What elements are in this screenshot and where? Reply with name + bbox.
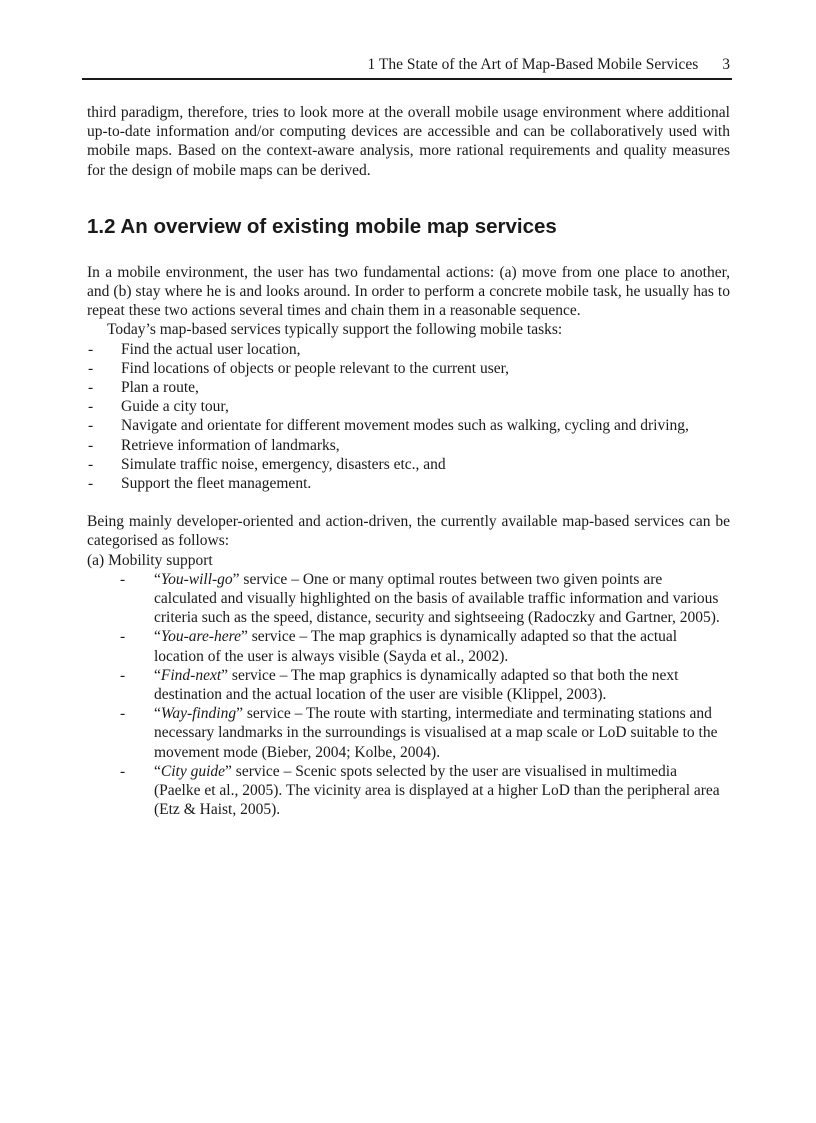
page-number: 3 [722, 56, 730, 73]
paragraph-gap [87, 493, 730, 512]
service-name: Find-next [160, 666, 222, 684]
list-item: - Guide a city tour, [88, 398, 229, 416]
list-dash: - [120, 762, 126, 780]
list-dash: - [88, 398, 94, 416]
list-dash: - [88, 475, 94, 493]
list-item: - Navigate and orientate for different movement modes such as walking, cycling and driving, [88, 417, 689, 435]
service-name: You-are-here [160, 628, 241, 646]
service-item: - “Find-next” service – The map graphics is dynamically adapted so that both the next destination and the actual location of the user are visible (Klippel, 2003). [120, 666, 679, 704]
list-item: - Simulate traffic noise, emergency, disasters etc., and [88, 455, 446, 473]
list-dash: - [88, 379, 94, 397]
list-dash: - [88, 340, 94, 358]
header-rule [82, 78, 732, 80]
list-item: - Plan a route, [88, 379, 199, 397]
list-dash: - [88, 359, 94, 377]
service-item: - “You-are-here” service – The map graphics is dynamically adapted so that the actual location of the user is always visible (Sayda et al., 2002). [120, 628, 678, 665]
service-item: - “City guide” service – Scenic spots selected by the user are visualised in multimedia (Paelke et al., 2005). The vicinity area is displayed at a higher LoD than the peripheral area (Etz & Haist, 2005). [120, 762, 720, 819]
tasks-list [87, 340, 730, 494]
categories-intro: Being mainly developer-oriented and action-driven, the currently available map-based services can be categorised as follows: [87, 513, 730, 550]
category-a-label: (a) Mobility support [87, 551, 213, 569]
service-name: City guide [160, 762, 226, 780]
list-dash: - [120, 666, 126, 684]
list-dash: - [120, 705, 126, 723]
list-dash: - [88, 436, 94, 454]
services-list [87, 570, 730, 820]
running-head-title: 1 The State of the Art of Map-Based Mobile Services [367, 56, 699, 73]
list-item: - Support the fleet management. [88, 475, 312, 493]
list-item: - Find locations of objects or people relevant to the current user, [88, 359, 510, 377]
tasks-intro: Today’s map-based services typically support the following mobile tasks: [107, 321, 563, 339]
running-head [82, 55, 730, 75]
section-heading: 1.2 An overview of existing mobile map services [87, 214, 557, 238]
service-name: Way-finding [160, 705, 237, 723]
list-dash: - [120, 570, 126, 588]
page-body [87, 103, 730, 820]
list-dash: - [88, 455, 94, 473]
service-item: - “Way-finding” service – The route with starting, intermediate and terminating stations and necessary landmarks in the surroundings is visualised at a map scale or LoD suitable to the movement mode (Bieber, 2004; Kolbe, 2004). [120, 705, 718, 761]
list-dash: - [88, 417, 94, 435]
list-item: - Find the actual user location, [88, 340, 301, 358]
service-item: - “You-will-go” service – One or many optimal routes between two given points are calculated and visually highlighted on the basis of available traffic information and various criteria such as the speed, distance, security and sightseeing (Radoczky and Gartner, 2005). [120, 570, 720, 627]
intro-paragraph: third paradigm, therefore, tries to look more at the overall mobile usage environment where additional up-to-date information and/or computing devices are accessible and can be collaboratively used with mobile maps. Based on the context-aware analysis, more rational requirements and quality measures for the design of mobile maps can be derived. [87, 104, 730, 179]
service-name: You-will-go [160, 570, 233, 588]
list-item: - Retrieve information of landmarks, [88, 436, 340, 454]
list-dash: - [120, 628, 126, 646]
section-paragraph: In a mobile environment, the user has two fundamental actions: (a) move from one place to another, and (b) stay where he is and looks around. In order to perform a concrete mobile task, he usually has to repeat these two actions several times and chain them in a reasonable sequence. [87, 263, 730, 320]
